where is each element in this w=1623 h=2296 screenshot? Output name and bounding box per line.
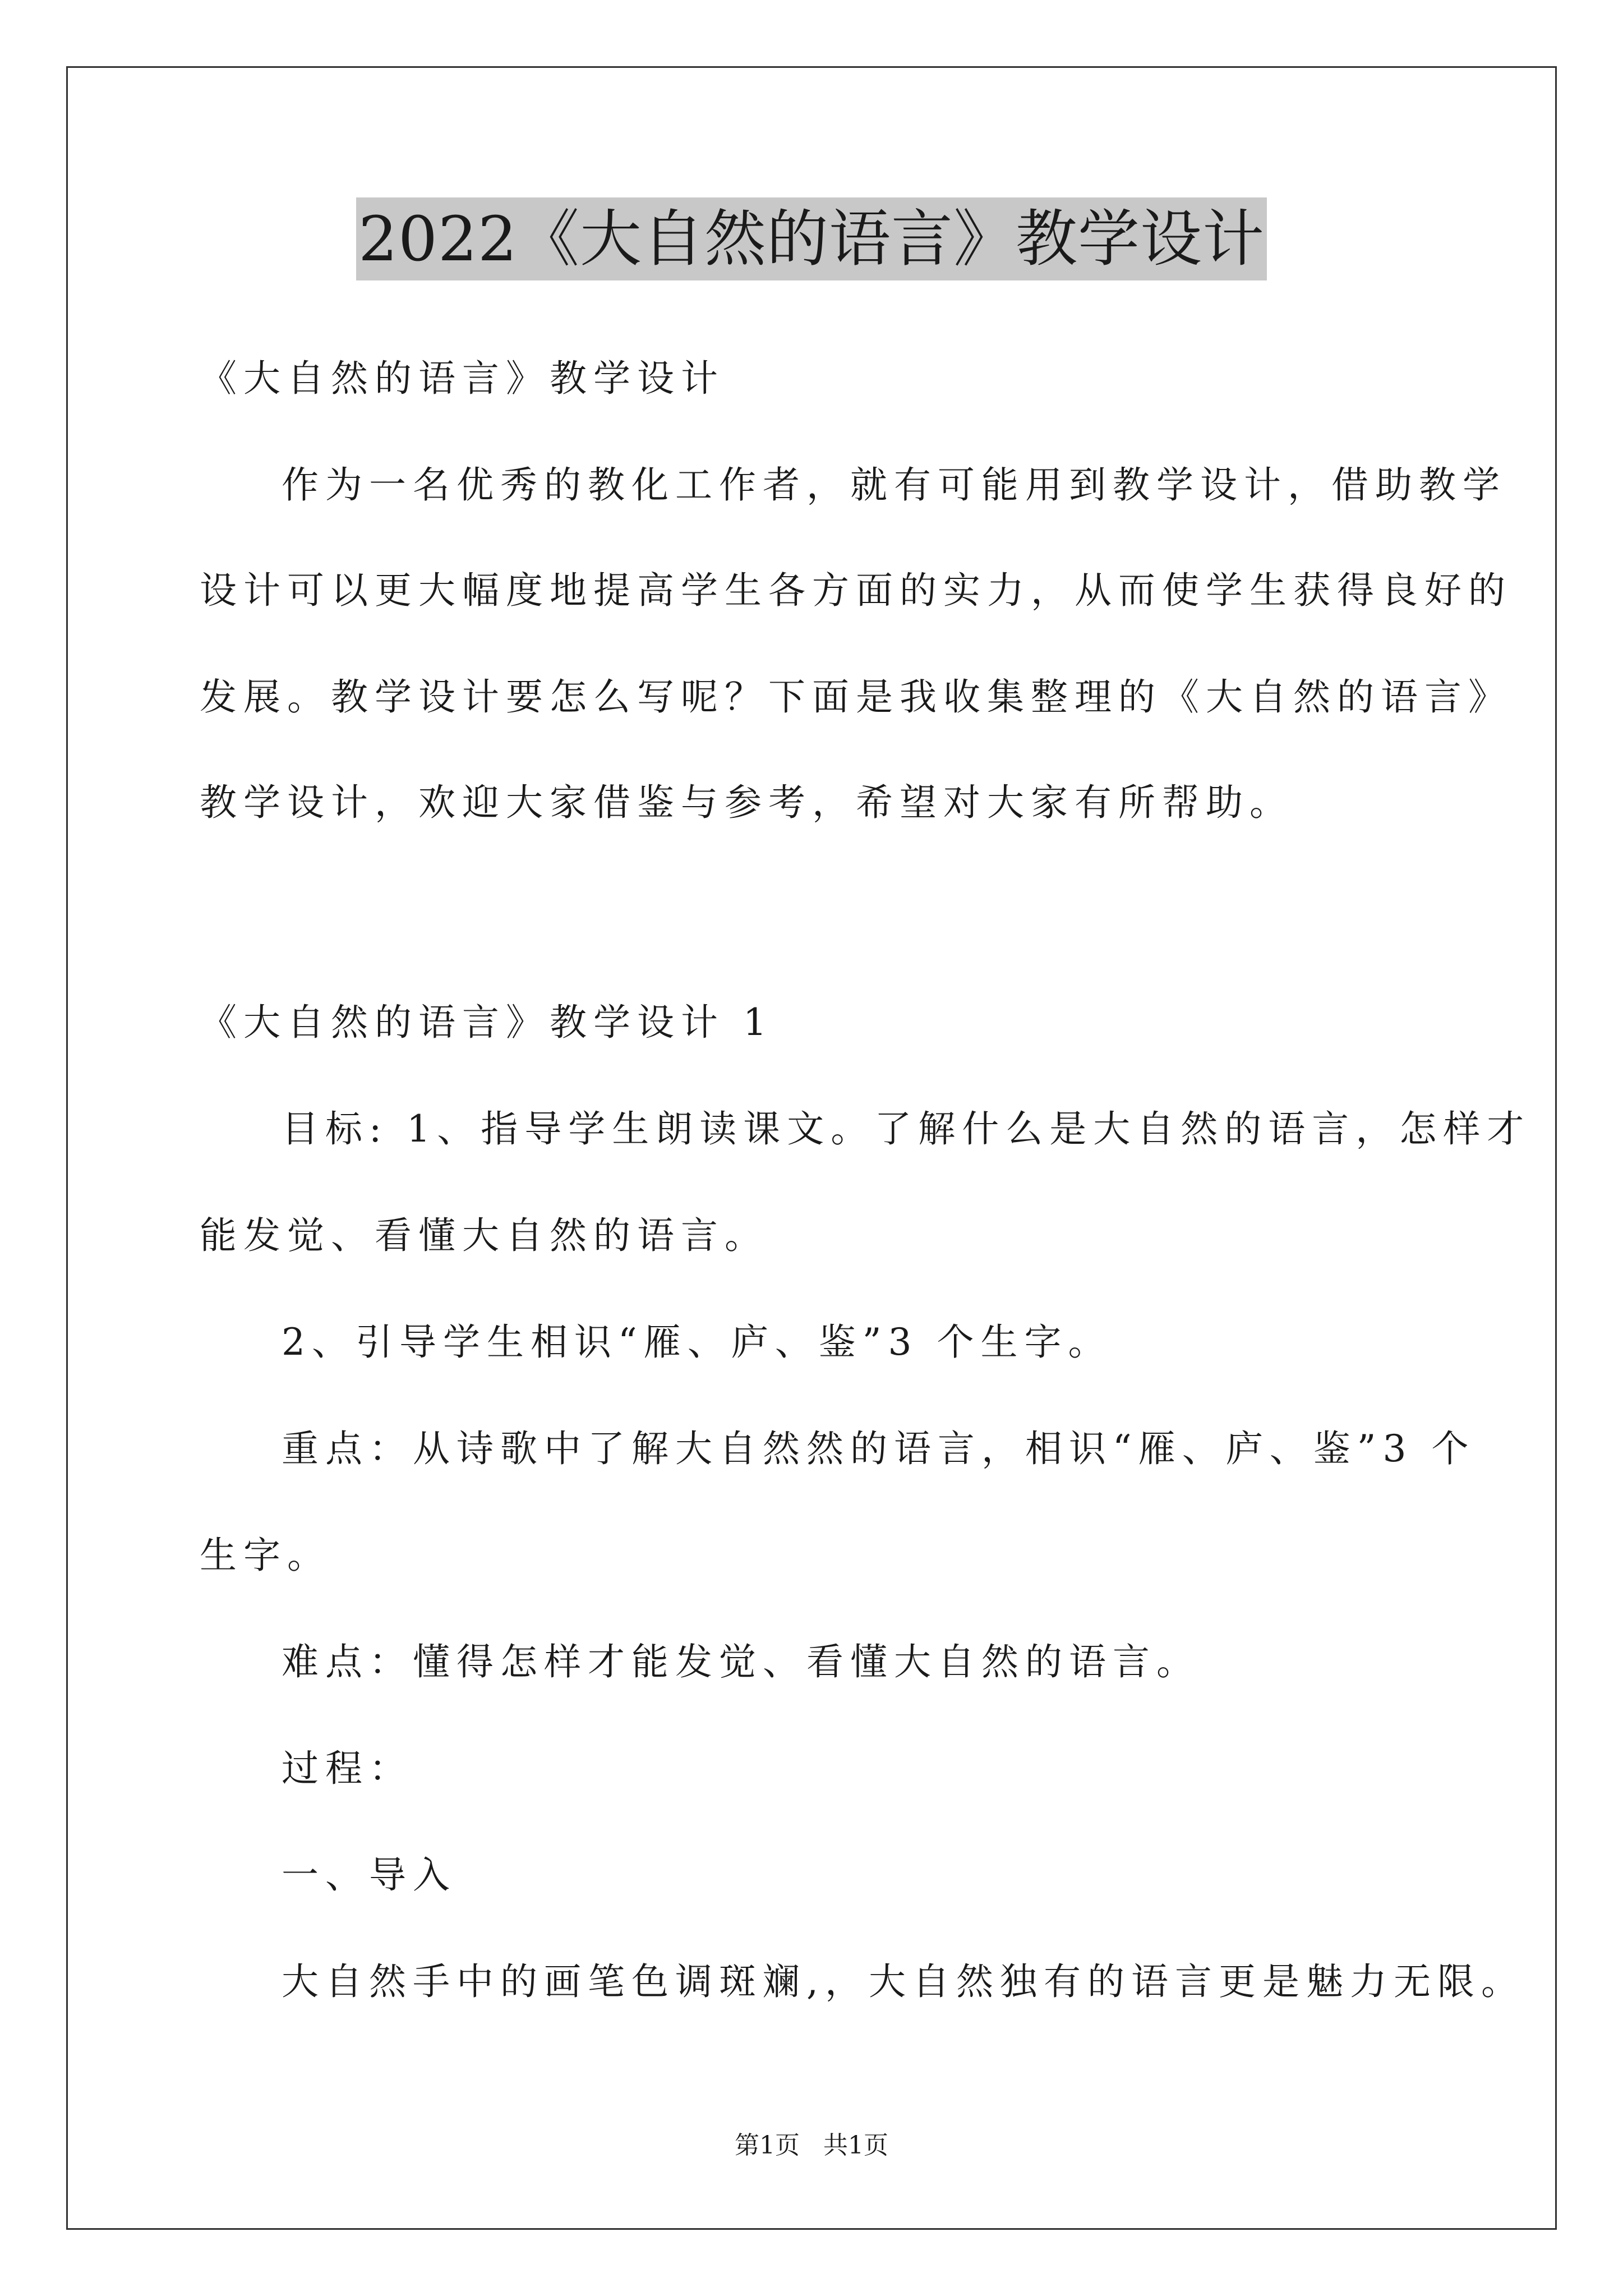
difficulty-line: 难点：懂得怎样才能发觉、看懂大自然的语言。 [282,1640,1200,1683]
document-title: 2022《大自然的语言》教学设计 [356,197,1267,280]
key-point-line-2: 生字。 [200,1534,331,1577]
step-one-text: 大自然手中的画笔色调斑斓,，大自然独有的语言更是魅力无限。 [282,1960,1525,2003]
goal-line-1: 目标: 1、指导学生朗读课文。了解什么是大自然的语言，怎样才 [282,1107,1531,1151]
intro-line-3: 发展。教学设计要怎么写呢？下面是我收集整理的《大自然的语言》 [200,675,1512,719]
process-heading: 过程： [282,1747,413,1790]
title-container [0,197,1623,280]
step-one-heading: 一、导入 [282,1853,457,1897]
section-heading: 《大自然的语言》教学设计 1 [200,1001,773,1044]
page-footer: 第1页 共1页 [735,2131,888,2160]
goal-line-3: 2、引导学生相识“雁、庐、鉴”3 个生字。 [282,1320,1112,1364]
subtitle-line: 《大自然的语言》教学设计 [200,357,725,400]
intro-line-2: 设计可以更大幅度地提高学生各方面的实力，从而使学生获得良好的 [200,569,1512,612]
goal-line-2: 能发觉、看懂大自然的语言。 [200,1214,768,1257]
intro-line-1: 作为一名优秀的教化工作者，就有可能用到教学设计，借助教学 [282,463,1506,507]
key-point-line-1: 重点：从诗歌中了解大自然然的语言，相识“雁、庐、鉴”3 个 [282,1427,1476,1470]
intro-line-4: 教学设计，欢迎大家借鉴与参考，希望对大家有所帮助。 [200,781,1293,824]
